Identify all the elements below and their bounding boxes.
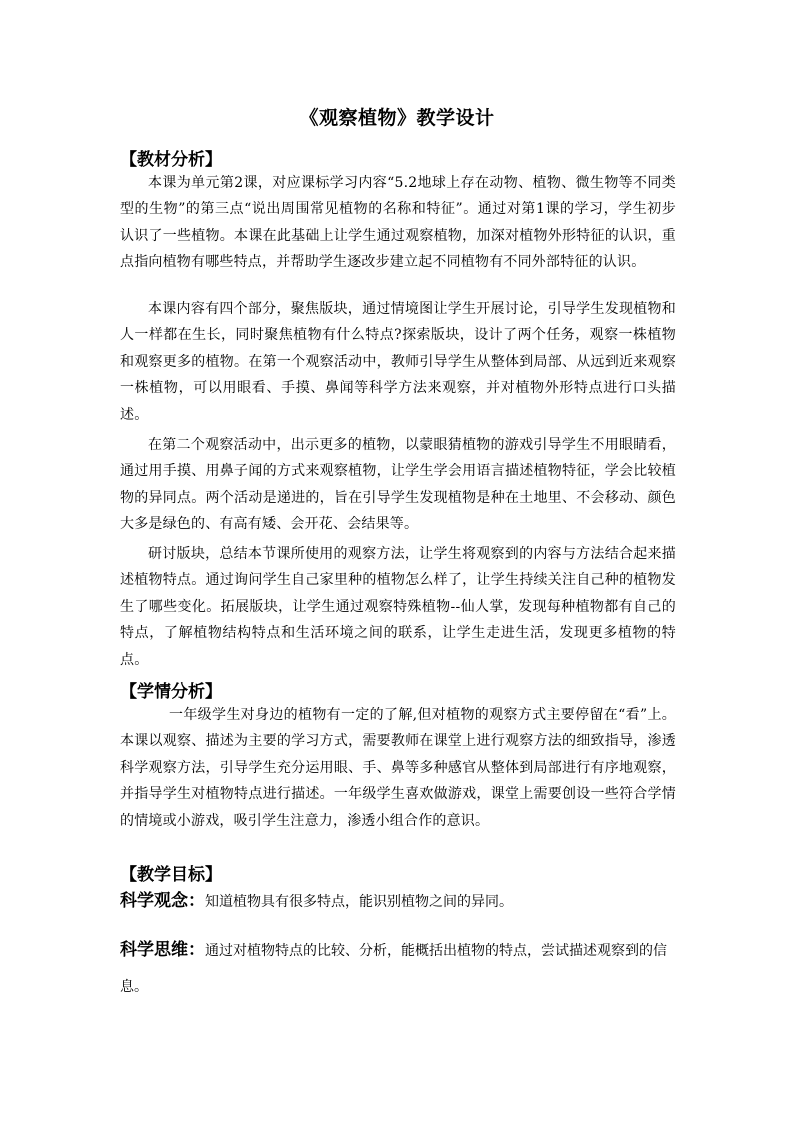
paragraph: 本课为单元第2课，对应课标学习内容“5.2地球上存在动物、植物、微生物等不同类型的生物”的第三点“说出周围常见植物的名称和特征”。通过对第1课的学习，学生初步认识了一些植物。本课在此基础上让学生通过观察植物，加深对植物外形特征的认识，重点指向植物有哪些特点，并帮助学生逐改步建立起不同植物有不同外部特征的认识。 (120, 175, 676, 271)
goal-item (120, 932, 676, 1005)
paragraph: 在第二个观察活动中，出示更多的植物，以蒙眼猜植物的游戏引导学生不用眼睛看，通过用手摸、用鼻子闻的方式来观察植物，让学生学会用语言描述植物特征，学会比较植物的异同点。两个活动是递进的，旨在引导学生发现植物是种在土地里、不会移动、颜色大多是绿色的、有高有矮、会开花、会结果等。 (120, 437, 676, 533)
section-heading-learner-analysis: 【学情分析】 (120, 682, 222, 702)
goal-label: 科学观念： (120, 891, 205, 911)
goal-text: 通过对植物特点的比较、分析，能概括出植物的特点，尝试描述观察到的信息。 (120, 943, 667, 995)
section-heading-textbook-analysis: 【教材分析】 (120, 150, 222, 170)
goal-text: 知道植物具有很多特点，能识别植物之间的异同。 (205, 894, 513, 910)
paragraph: 研讨版块，总结本节课所使用的观察方法，让学生将观察到的内容与方法结合起来描述植物特点。通过询问学生自己家里种的植物怎么样了，让学生持续关注自己种的植物发生了哪些变化。拓展版块，让学生通过观察特殊植物--仙人掌，发现每种植物都有自己的特点，了解植物结构特点和生活环境之间的联系，让学生走进生活，发现更多植物的特点。 (120, 546, 676, 668)
paragraph: 一年级学生对身边的植物有一定的了解,但对植物的观察方式主要停留在“看”上。本课以观察、描述为主要的学习方式，需要教师在课堂上进行观察方法的细致指导，渗透科学观察方法，引导学生充分运用眼、手、鼻等多种感官从整体到局部进行有序地观察，并指导学生对植物特点进行描述。一年级学生喜欢做游戏，课堂上需要创设一些符合学情的情境或小游戏，吸引学生注意力，渗透小组合作的意识。 (120, 707, 676, 829)
document-title: 《观察植物》教学设计 (299, 107, 495, 129)
paragraph: 本课内容有四个部分，聚焦版块，通过情境图让学生开展讨论，引导学生发现植物和人一样都在生长，同时聚焦植物有什么特点?探索版块，设计了两个任务，观察一株植物和观察更多的植物。在第一个观察活动中，教师引导学生从整体到局部、从远到近来观察一株植物，可以用眼看、手摸、鼻闻等科学方法来观察，并对植物外形特点进行口头描述。 (120, 301, 676, 423)
goal-label: 科学思维： (120, 940, 205, 960)
section-heading-teaching-goals: 【教学目标】 (120, 865, 222, 885)
goal-item (120, 888, 676, 915)
